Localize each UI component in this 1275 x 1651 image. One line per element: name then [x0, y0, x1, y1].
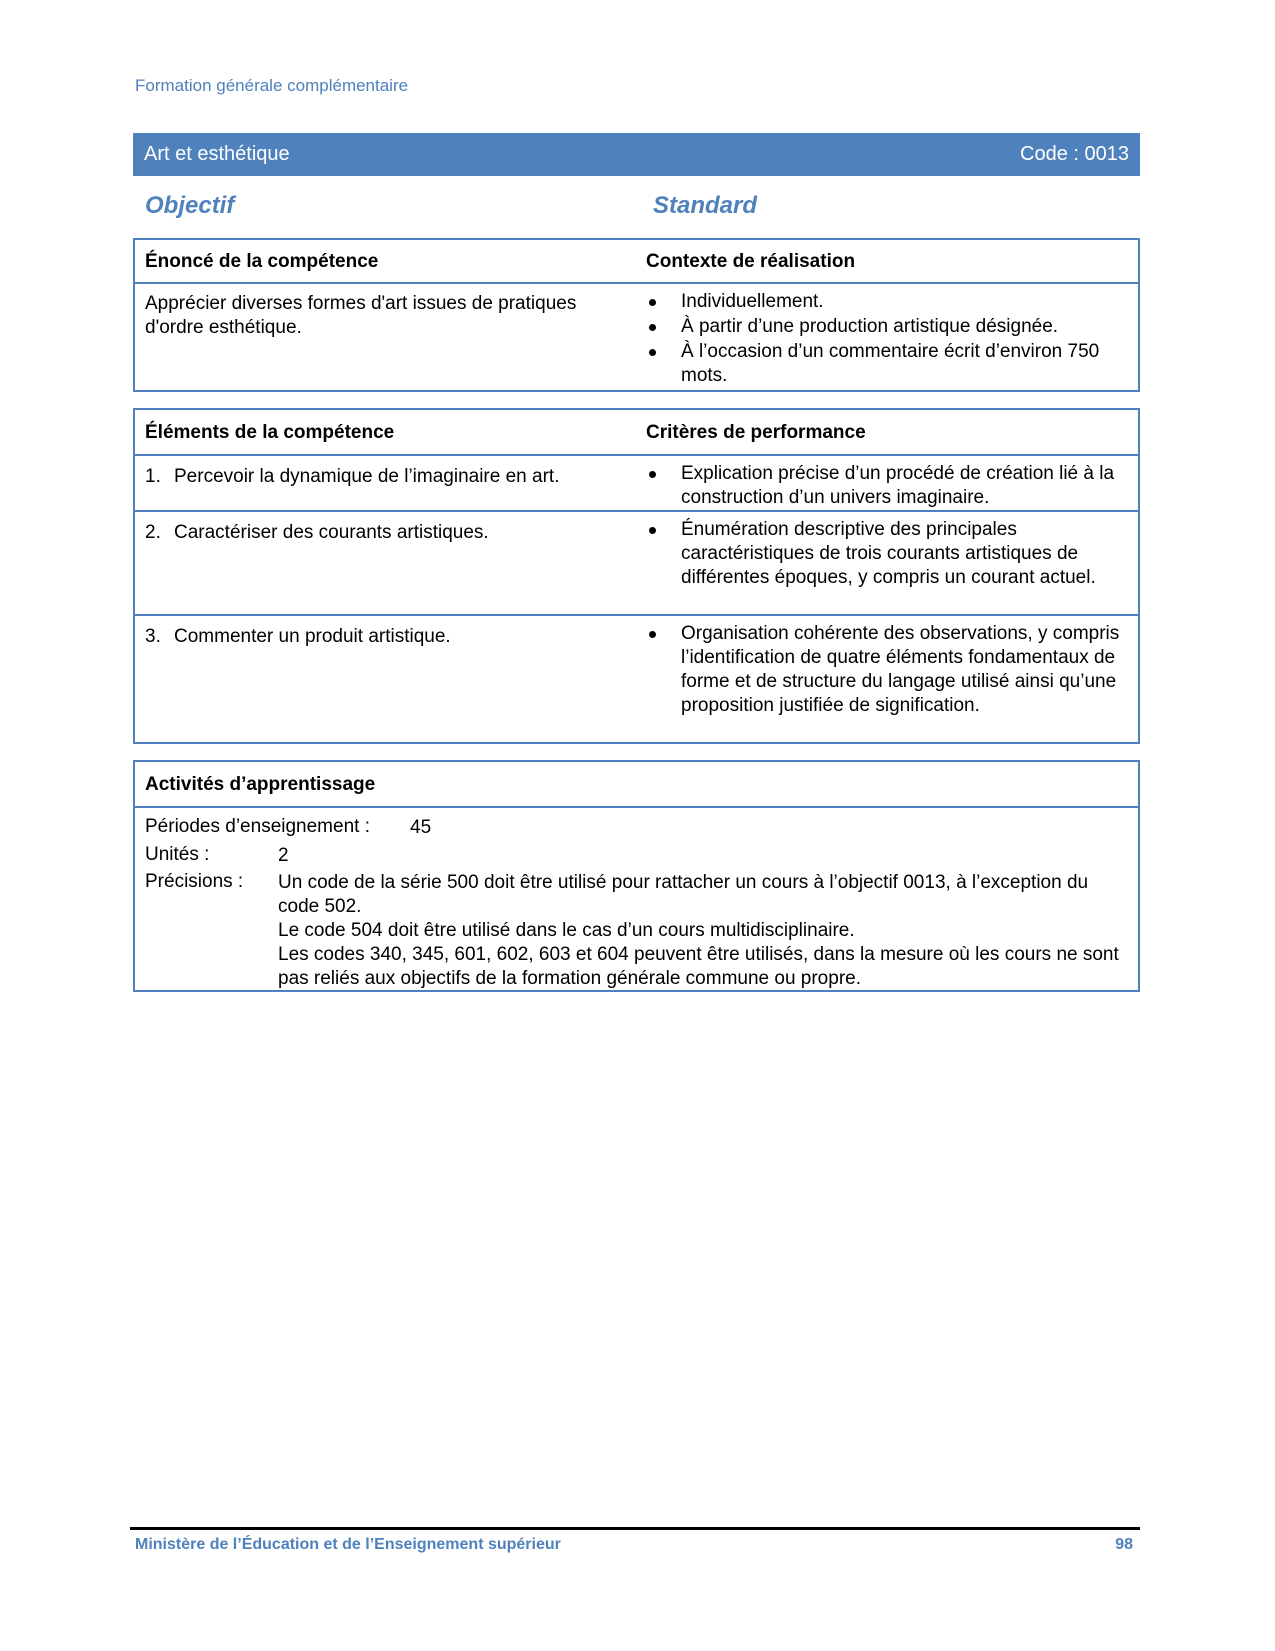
activites-header [135, 762, 1138, 808]
critere-cell: Explication précise d’un procédé de création lié à la construction d’un univers imaginaire. [646, 462, 1121, 510]
contexte-list [646, 290, 1116, 389]
activites-heading: Activités d’apprentissage [145, 774, 376, 795]
standard-label: Standard [653, 192, 758, 219]
elements-box [133, 408, 1140, 744]
precision-item: Le code 504 doit être utilisé dans le cas d’un cours multidisciplinaire. [278, 920, 855, 941]
page-footer [135, 1536, 1133, 1554]
competence-body [135, 284, 1138, 390]
table-row [135, 456, 1138, 512]
element-text: Percevoir la dynamique de l’imaginaire en art. [174, 466, 560, 487]
list-item: À partir d’une production artistique désignée. [646, 315, 1116, 339]
course-title: Art et esthétique [144, 143, 290, 165]
contexte-heading: Contexte de réalisation [646, 251, 856, 272]
page-number: 98 [1115, 1536, 1133, 1553]
element-number: 1. [145, 466, 161, 487]
activites-box [133, 760, 1140, 992]
title-bar [133, 133, 1140, 176]
enonce-text: Apprécier diverses formes d'art issues de pratiques d'ordre esthétique. [145, 293, 577, 338]
footer-divider [130, 1527, 1140, 1530]
critere-cell: Organisation cohérente des observations, y compris l’identification de quatre éléments fondamentaux de forme et de structure du langage utilisé ainsi qu’une proposition justifiée de signification. [646, 622, 1121, 718]
list-item: Individuellement. [646, 290, 1116, 314]
element-cell [145, 625, 615, 649]
running-header: Formation générale complémentaire [135, 76, 409, 95]
element-text: Commenter un produit artistique. [174, 626, 451, 647]
objectif-label: Objectif [145, 192, 235, 219]
unites-value: 2 [278, 845, 289, 866]
precisions-text [278, 871, 1128, 991]
enonce-heading: Énoncé de la compétence [145, 251, 379, 272]
competence-header [135, 240, 1138, 284]
criteres-heading: Critères de performance [646, 422, 866, 443]
element-cell [145, 465, 615, 489]
periodes-label: Périodes d’enseignement : [145, 816, 370, 837]
table-row [135, 512, 1138, 616]
element-text: Caractériser des courants artistiques. [174, 522, 489, 543]
objective-standard-row [145, 192, 1135, 222]
critere-cell: Énumération descriptive des principales caractéristiques de trois courants artistiques de différentes époques, y compris un courant actuel. [646, 518, 1121, 590]
precision-item: Un code de la série 500 doit être utilisé pour rattacher un cours à l’objectif 0013, à l’exception du code 502. [278, 872, 1089, 917]
element-number: 2. [145, 522, 161, 543]
competence-box [133, 238, 1140, 392]
course-code: Code : 0013 [1020, 143, 1129, 165]
elements-header [135, 410, 1138, 456]
list-item: À l’occasion d’un commentaire écrit d’environ 750 mots. [646, 340, 1116, 388]
precisions-label: Précisions : [145, 871, 244, 892]
element-cell [145, 521, 615, 545]
unites-label: Unités : [145, 844, 210, 865]
table-row [135, 616, 1138, 742]
elements-heading: Éléments de la compétence [145, 422, 395, 443]
precision-item: Les codes 340, 345, 601, 602, 603 et 604 peuvent être utilisés, dans la mesure où les cours ne sont pas reliés aux objectifs de la formation générale commune ou propre. [278, 944, 1119, 989]
element-number: 3. [145, 626, 161, 647]
periodes-value: 45 [410, 817, 432, 838]
footer-ministry: Ministère de l’Éducation et de l’Enseignement supérieur [135, 1536, 561, 1553]
